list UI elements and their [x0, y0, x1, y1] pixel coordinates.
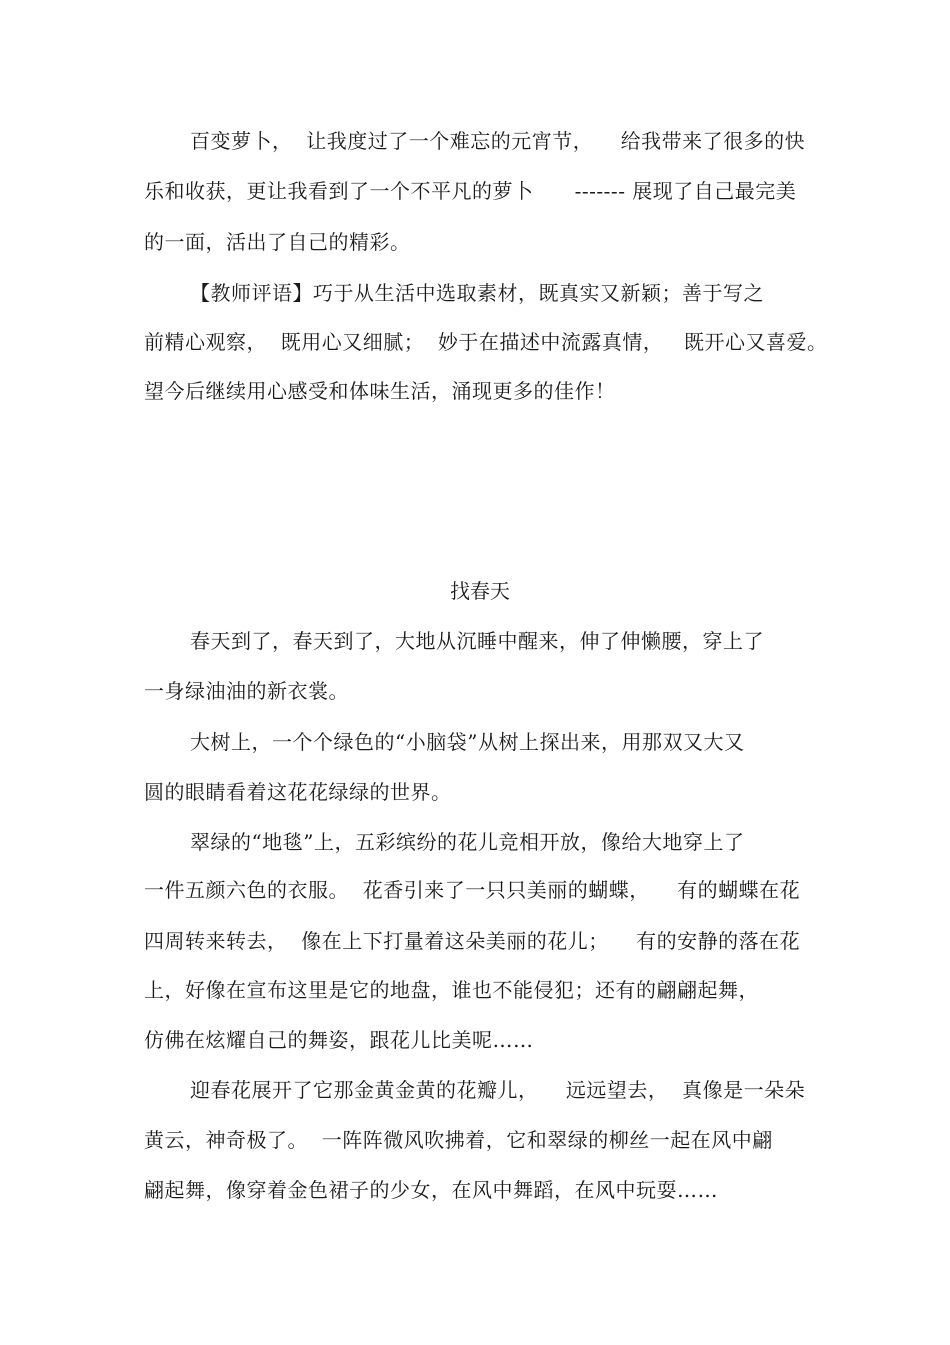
teacher-comment-line: 望今后继续用心感受和体味生活，涌现更多的佳作！: [144, 379, 616, 403]
teacher-comment-line: 【教师评语】巧于从生活中选取素材，既真实又新颖；善于写之: [190, 281, 764, 305]
paragraph-line: 黄云，神奇极了。 一阵阵微风吹拂着，它和翠绿的柳丝一起在风中翩: [144, 1128, 773, 1152]
paragraph-line: 翠绿的“地毯”上，五彩缤纷的花儿竞相开放，像给大地穿上了: [190, 830, 745, 854]
paragraph-line: 春天到了，春天到了，大地从沉睡中醒来，伸了伸懒腰，穿上了: [190, 629, 764, 653]
paragraph-line: 迎春花展开了它那金黄金黄的花瓣儿， 远远望去， 真像是一朵朵: [190, 1078, 806, 1102]
paragraph-line: 的一面，活出了自己的精彩。: [144, 230, 411, 254]
paragraph-line: 四周转来转去， 像在上下打量着这朵美丽的花儿； 有的安静的落在花: [144, 929, 801, 953]
paragraph-line: 一件五颜六色的衣服。 花香引来了一只只美丽的蝴蝶， 有的蝴蝶在花: [144, 878, 801, 902]
teacher-comment-line: 前精心观察， 既用心又细腻； 妙于在描述中流露真情， 既开心又喜爱。: [144, 330, 828, 354]
paragraph-line: 一身绿油油的新衣裳。: [144, 679, 349, 703]
paragraph-line: 百变萝卜， 让我度过了一个难忘的元宵节， 给我带来了很多的快: [190, 129, 806, 153]
essay-title: 找春天: [450, 579, 510, 603]
paragraph-line: 圆的眼睛看着这花花绿绿的世界。: [144, 780, 452, 804]
paragraph-line: 仿佛在炫耀自己的舞姿，跟花儿比美呢……: [144, 1028, 534, 1052]
paragraph-line: 大树上，一个个绿色的“小脑袋”从树上探出来，用那双又大又: [190, 730, 745, 754]
paragraph-line: 上，好像在宣布这里是它的地盘，谁也不能侵犯；还有的翩翩起舞，: [144, 978, 759, 1002]
paragraph-line: 乐和收获，更让我看到了一个不平凡的萝卜 ------- 展现了自己最完美: [144, 179, 797, 203]
paragraph-line: 翩起舞，像穿着金色裙子的少女，在风中舞蹈，在风中玩耍……: [144, 1178, 718, 1202]
